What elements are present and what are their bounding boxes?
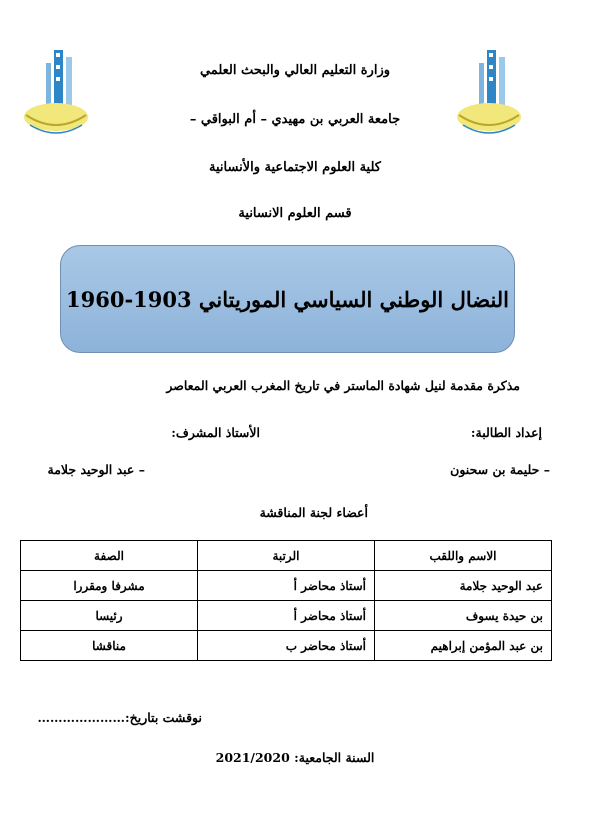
committee-table xyxy=(20,540,552,661)
table-row xyxy=(21,631,552,661)
ministry-name: وزارة التعليم العالي والبحث العلمي xyxy=(199,63,391,78)
column-header-role: الصفة xyxy=(21,541,198,571)
committee-heading: أعضاء لجنة المناقشة xyxy=(259,505,368,520)
column-header-rank: الرتبة xyxy=(198,541,375,571)
member-name: عبد الوحيد جلامة xyxy=(375,571,552,601)
thesis-title: النضال الوطني السياسي الموريتاني 1903-1960 xyxy=(65,286,510,312)
thesis-title-box xyxy=(60,245,515,353)
university-logo-right xyxy=(453,45,525,145)
member-name: بن عبد المؤمن إبراهيم xyxy=(375,631,552,661)
member-role: مشرفا ومقررا xyxy=(21,571,198,601)
member-role: رئيسا xyxy=(21,601,198,631)
student-name: – حليمة بن سحنون xyxy=(450,462,550,477)
member-rank: أستاذ محاضر ب xyxy=(198,631,375,661)
department-name: قسم العلوم الانسانية xyxy=(238,206,352,221)
faculty-name: كلية العلوم الاجتماعية والأنسانية xyxy=(209,160,381,175)
student-label: إعداد الطالبة: xyxy=(470,425,542,440)
table-header-row xyxy=(21,541,552,571)
thesis-subtitle: مذكرة مقدمة لنيل شهادة الماستر في تاريخ المغرب العربي المعاصر xyxy=(166,378,520,393)
table-row xyxy=(21,571,552,601)
discussion-dots: ………………… xyxy=(37,710,126,725)
member-rank: أستاذ محاضر أ xyxy=(198,601,375,631)
supervisor-label: الأستاذ المشرف: xyxy=(171,425,260,440)
university-name: جامعة العربي بن مهيدي – أم البواقي – xyxy=(189,112,401,127)
table-row xyxy=(21,601,552,631)
column-header-name: الاسم واللقب xyxy=(375,541,552,571)
member-name: بن حيدة يسوف xyxy=(375,601,552,631)
supervisor-name: – عبد الوحيد جلامة xyxy=(47,462,145,477)
academic-year xyxy=(0,750,590,765)
university-logo-left xyxy=(20,45,92,145)
member-role: مناقشا xyxy=(21,631,198,661)
discussion-label: نوقشت بتاريخ: xyxy=(125,710,202,725)
academic-year-label: السنة الجامعية: xyxy=(294,750,375,765)
academic-year-value: 2021/2020 xyxy=(215,750,290,765)
discussion-date-label xyxy=(38,710,202,725)
member-rank: أستاذ محاضر أ xyxy=(198,571,375,601)
